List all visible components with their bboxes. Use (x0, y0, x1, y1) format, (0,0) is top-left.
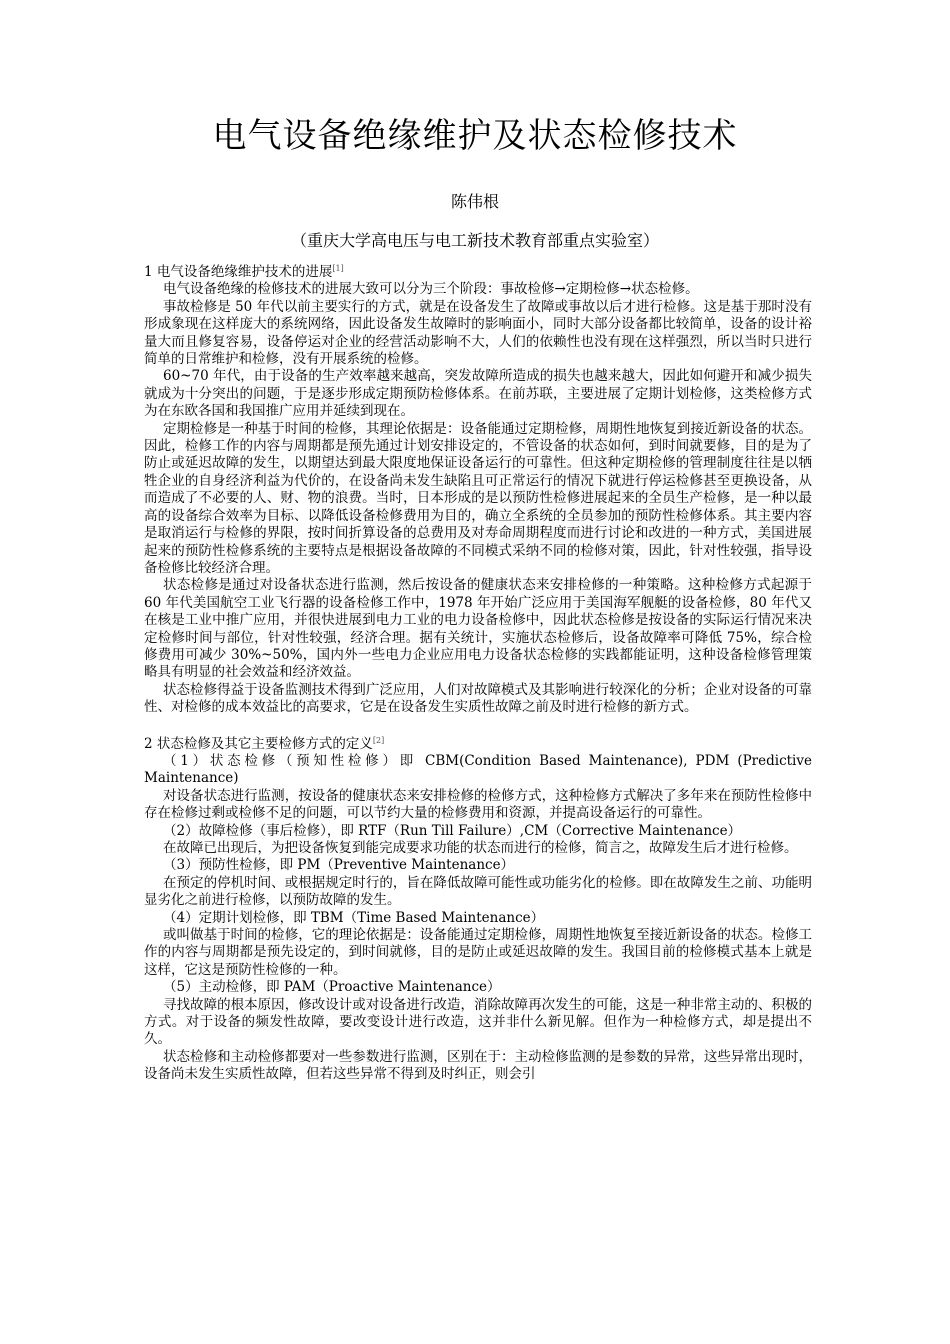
document-title: 电气设备绝缘维护及状态检修技术 (212, 116, 738, 156)
body-paragraph: 电气设备绝缘的检修技术的进展大致可以分为三个阶段：事故检修→定期检修→状态检修。 (163, 281, 699, 298)
section-heading: 2 状态检修及其它主要检修方式的定义[2] (144, 735, 385, 752)
author-affiliation: （重庆大学高电压与电工新技术教育部重点实验室） (290, 231, 659, 250)
citation-ref: [2] (372, 735, 385, 745)
definition-label: （3）预防性检修，即 PM（Preventive Maintenance） (163, 857, 515, 874)
body-paragraph: 状态检修和主动检修都要对一些参数进行监测，区别在于：主动检修监测的是参数的异常，这些异常出现时，设备尚未发生实质性故障，但若这些异常不得到及时纠正，则会引 (144, 1048, 812, 1083)
body-paragraph: 60~70 年代，由于设备的生产效率越来越高，突发故障所造成的损失也越来越大，因此如何避开和减少损失就成为十分突出的问题，于是逐步形成定期预防检修体系。在前苏联，主要进展了定期计划检修，这类检修方式为在东欧各国和我国推广应用并延续到现在。 (144, 368, 812, 420)
definition-text: 寻找故障的根本原因，修改设计或对设备进行改造，消除故障再次发生的可能，这是一种非常主动的、积极的方式。对于设备的频发性故障，要改变设计进行改造，这并非什么新见解。但作为一种检修方式，却是提出不久。 (144, 996, 812, 1048)
definition-text: 对设备状态进行监测，按设备的健康状态来安排检修的检修方式，这种检修方式解决了多年来在预防性检修中存在检修过剩或检修不足的问题，可以节约大量的检修费用和资源，并提高设备运行的可靠性。 (144, 787, 812, 822)
definition-label: （5）主动检修，即 PAM（Proactive Maintenance） (163, 979, 501, 996)
definition-label: （1）状态检修（预知性检修）即 CBM(Condition Based Maintenance), PDM (Predictive Maintenance) (144, 752, 812, 787)
definition-text: 在故障已出现后，为把设备恢复到能完成要求功能的状态而进行的检修，简言之，故障发生后才进行检修。 (163, 840, 798, 856)
definition-text: 或叫做基于时间的检修，它的理论依据是：设备能通过定期检修，周期性地恢复至接近新设备的状态。检修工作的内容与周期都是预先设定的，到时间就修，目的是防止或延迟故障的发生。我国目前的检修模式基本上就是这样，它这是预防性检修的一种。 (144, 927, 812, 978)
body-paragraph: 状态检修得益于设备监测技术得到广泛应用，人们对故障模式及其影响进行较深化的分析；企业对设备的可靠性、对检修的成本效益比的高要求，它是在设备发生实质性故障之前及时进行检修的新方式。 (144, 681, 812, 716)
citation-ref: [1] (332, 264, 344, 273)
author-name: 陈伟根 (450, 192, 499, 211)
section-gap (144, 717, 812, 736)
definition-label: （4）定期计划检修，即 TBM（Time Based Maintenance） (163, 909, 545, 926)
document-body (144, 264, 812, 1084)
definition-label: （2）故障检修（事后检修），即 RTF（Run Till Failure）,CM（Corrective Maintenance） (163, 822, 742, 839)
body-paragraph: 事故检修是 50 年代以前主要实行的方式，就是在设备发生了故障或事故以后才进行检修。这是基于那时没有形成象现在这样庞大的系统网络，因此设备发生故障时的影响面小，同时大部分设备都比较简单，设备的设计裕量大而且修复容易，设备停运对企业的经营活动影响不大，人们的依赖性也没有现在这样强烈，所以当时只进行简单的日常维护和检修，没有开展系统的检修。 (144, 298, 812, 368)
body-paragraph: 定期检修是一种基于时间的检修，其理论依据是：设备能通过定期检修，周期性地恢复到接近新设备的状态。因此，检修工作的内容与周期都是预先通过计划安排设定的，不管设备的状态如何，到时间就要修，目的是为了防止或延迟故障的发生，以期望达到最大限度地保证设备运行的可靠性。但这种定期检修的管理制度往往是以牺牲企业的自身经济利益为代价的，在设备尚未发生缺陷且可正常运行的情况下就进行停运检修甚至更换设备，从而造成了不必要的人、财、物的浪费。当时，日本形成的是以预防性检修进展起来的全员生产检修，是一种以最高的设备综合效率为目标、以降低设备检修费用为目的，确立全系统的全员参加的预防性检修体系。其主要内容是取消运行与检修的界限，按时间折算设备的总费用及对寿命周期程度而进行讨论和改进的一种方式，美国进展起来的预防性检修系统的主要特点是根据设备故障的不同模式采纳不同的检修对策，因此，针对性较强，指导设备检修比较经济合理。 (144, 420, 812, 576)
body-paragraph: 状态检修是通过对设备状态进行监测，然后按设备的健康状态来安排检修的一种策略。这种检修方式起源于 60 年代美国航空工业飞行器的设备检修工作中，1978 年开始广泛应用于美国海军舰艇的设备检修，80 年代又在核是工业中推广应用，并很快进展到电力工业的电力设备检修中，因此状态检修是按设备的实际运行情况来决定检修时间与部位，针对性较强，经济合理。据有关统计，实施状态检修后，设备故障率可降低 75%，综合检修费用可减少 30%~50%，国内外一些电力企业应用电力设备状态检修的实践都能证明，这种设备检修管理策略具有明显的社会效益和经济效益。 (144, 577, 812, 681)
definition-text: 在预定的停机时间、或根据规定时行的，旨在降低故障可能性或功能劣化的检修。即在故障发生之前、功能明显劣化之前进行检修，以预防故障的发生。 (144, 874, 812, 909)
section-heading: 1 电气设备绝缘维护技术的进展[1] (144, 264, 344, 280)
